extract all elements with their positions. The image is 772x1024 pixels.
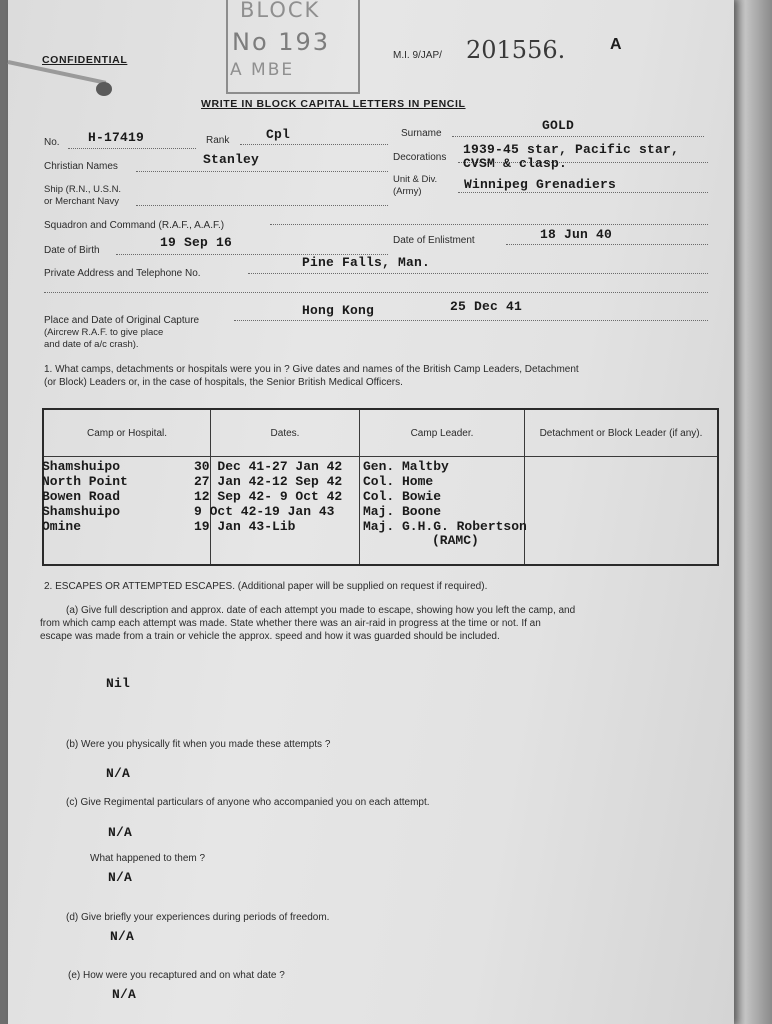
question-2c-followup: What happened to them ?	[90, 853, 206, 864]
address-line-2	[44, 292, 708, 293]
pencil-instruction: WRITE IN BLOCK CAPITAL LETTERS IN PENCIL	[201, 98, 466, 110]
answer-2c: N/A	[108, 825, 133, 840]
ship-label-1: Ship (R.N., U.S.N.	[44, 184, 122, 195]
dob-value: 19 Sep 16	[160, 235, 233, 250]
no-line	[68, 148, 196, 149]
table-row-3-leader: Col. Bowie	[363, 489, 442, 504]
table-row-2-camp: North Point	[42, 474, 128, 489]
address-value: Pine Falls, Man.	[302, 255, 431, 270]
table-row-5-camp: Omine	[42, 519, 82, 534]
capture-label-2: (Aircrew R.A.F. to give place	[44, 327, 164, 338]
answer-2e: N/A	[112, 987, 137, 1002]
header-detachment: Detachment or Block Leader (if any).	[525, 409, 719, 457]
table-row-4-camp: Shamshuipo	[42, 504, 121, 519]
header-leader: Camp Leader.	[360, 409, 525, 457]
question-2a-line-2: from which camp each attempt was made. State whether there was an air-raid in progress at the time or not. If an	[40, 618, 541, 629]
table-row-3-camp: Bowen Road	[42, 489, 121, 504]
block-stamp	[226, 0, 360, 94]
detachment-column	[525, 457, 719, 566]
enlistment-value: 18 Jun 40	[540, 227, 613, 242]
squadron-label: Squadron and Command (R.A.F., A.A.F.)	[44, 220, 225, 231]
squadron-line	[270, 224, 708, 225]
reference-suffix: A	[610, 36, 623, 53]
christian-names-label: Christian Names	[44, 161, 118, 172]
ship-label-2: or Merchant Navy	[44, 196, 119, 207]
question-2b: (b) Were you physically fit when you made these attempts ?	[66, 739, 331, 750]
capture-date: 25 Dec 41	[450, 299, 523, 314]
header-dates: Dates.	[211, 409, 360, 457]
address-label: Private Address and Telephone No.	[44, 268, 201, 279]
stamp-line-1: BLOCK	[240, 0, 321, 22]
ship-line	[136, 205, 388, 206]
decorations-label: Decorations	[393, 152, 447, 163]
question-1-line-2: (or Block) Leaders or, in the case of hospitals, the Senior British Medical Officers.	[44, 377, 403, 388]
question-2e: (e) How were you recaptured and on what date ?	[68, 970, 285, 981]
question-1-line-1: 1. What camps, detachments or hospitals were you in ? Give dates and names of the British Camp Leaders, Detachment	[44, 364, 579, 375]
stamp-line-3: A MBE	[230, 60, 295, 80]
confidential-label: CONFIDENTIAL	[42, 54, 128, 66]
address-line	[248, 273, 708, 274]
surname-label: Surname	[401, 128, 442, 139]
service-number: H-17419	[88, 130, 145, 145]
surname-line	[452, 136, 704, 137]
question-2d: (d) Give briefly your experiences during periods of freedom.	[66, 912, 330, 923]
christian-names-value: Stanley	[203, 152, 260, 167]
capture-place: Hong Kong	[302, 303, 375, 318]
capture-label-3: and date of a/c crash).	[44, 339, 139, 350]
rank-label: Rank	[206, 135, 230, 146]
answer-2b: N/A	[106, 766, 131, 781]
question-2-title: 2. ESCAPES OR ATTEMPTED ESCAPES. (Additional paper will be supplied on request if required).	[44, 581, 488, 592]
table-row-2-dates: 27 Jan 42-12 Sep 42	[194, 474, 343, 489]
question-2c: (c) Give Regimental particulars of anyone who accompanied you on each attempt.	[66, 797, 430, 808]
table-row-5-leader: Maj. G.H.G. Robertson	[363, 519, 527, 534]
answer-2a: Nil	[106, 676, 131, 691]
dob-label: Date of Birth	[44, 245, 100, 256]
capture-label-1: Place and Date of Original Capture	[44, 315, 200, 326]
table-row-1-dates: 30 Dec 41-27 Jan 42	[194, 459, 343, 474]
reference-number: 201556.	[466, 36, 566, 64]
document-page	[8, 0, 734, 1024]
unit-label-1: Unit & Div.	[393, 174, 438, 185]
enlistment-line	[506, 244, 708, 245]
table-row-4-leader: Maj. Boone	[363, 504, 442, 519]
unit-line	[458, 192, 708, 193]
no-label: No.	[44, 137, 60, 148]
question-2a-line-1: (a) Give full description and approx. date of each attempt you made to escape, showing how you left the camp, and	[66, 605, 576, 616]
table-row-4-dates: 9 Oct 42-19 Jan 43	[194, 504, 335, 519]
answer-2d: N/A	[110, 929, 135, 944]
rank-value: Cpl	[266, 127, 291, 142]
punch-hole	[96, 82, 112, 96]
surname-value: GOLD	[542, 118, 575, 133]
header-camp: Camp or Hospital.	[43, 409, 211, 457]
enlistment-label: Date of Enlistment	[393, 235, 475, 246]
stamp-line-2: No 193	[232, 28, 331, 56]
table-leader-note: (RAMC)	[432, 533, 479, 548]
question-2a-line-3: escape was made from a train or vehicle the approx. speed and how it was guarded should be included.	[40, 631, 500, 642]
capture-line	[234, 320, 708, 321]
rank-line	[240, 144, 388, 145]
table-row-3-dates: 12 Sep 42- 9 Oct 42	[194, 489, 343, 504]
table-row-5-dates: 19 Jan 43-Lib	[194, 519, 296, 534]
page-edge	[734, 0, 772, 1024]
table-row-2-leader: Col. Home	[363, 474, 434, 489]
reference-label: M.I. 9/JAP/	[393, 50, 442, 61]
decorations-value-1: 1939-45 star, Pacific star,	[463, 142, 680, 157]
christian-names-line	[136, 171, 388, 172]
decorations-value-2: CVSM & clasp.	[463, 156, 568, 171]
answer-2c-followup: N/A	[108, 870, 133, 885]
table-row-1-leader: Gen. Maltby	[363, 459, 449, 474]
unit-value: Winnipeg Grenadiers	[464, 177, 617, 192]
unit-label-2: (Army)	[393, 186, 422, 197]
table-row-1-camp: Shamshuipo	[42, 459, 121, 474]
